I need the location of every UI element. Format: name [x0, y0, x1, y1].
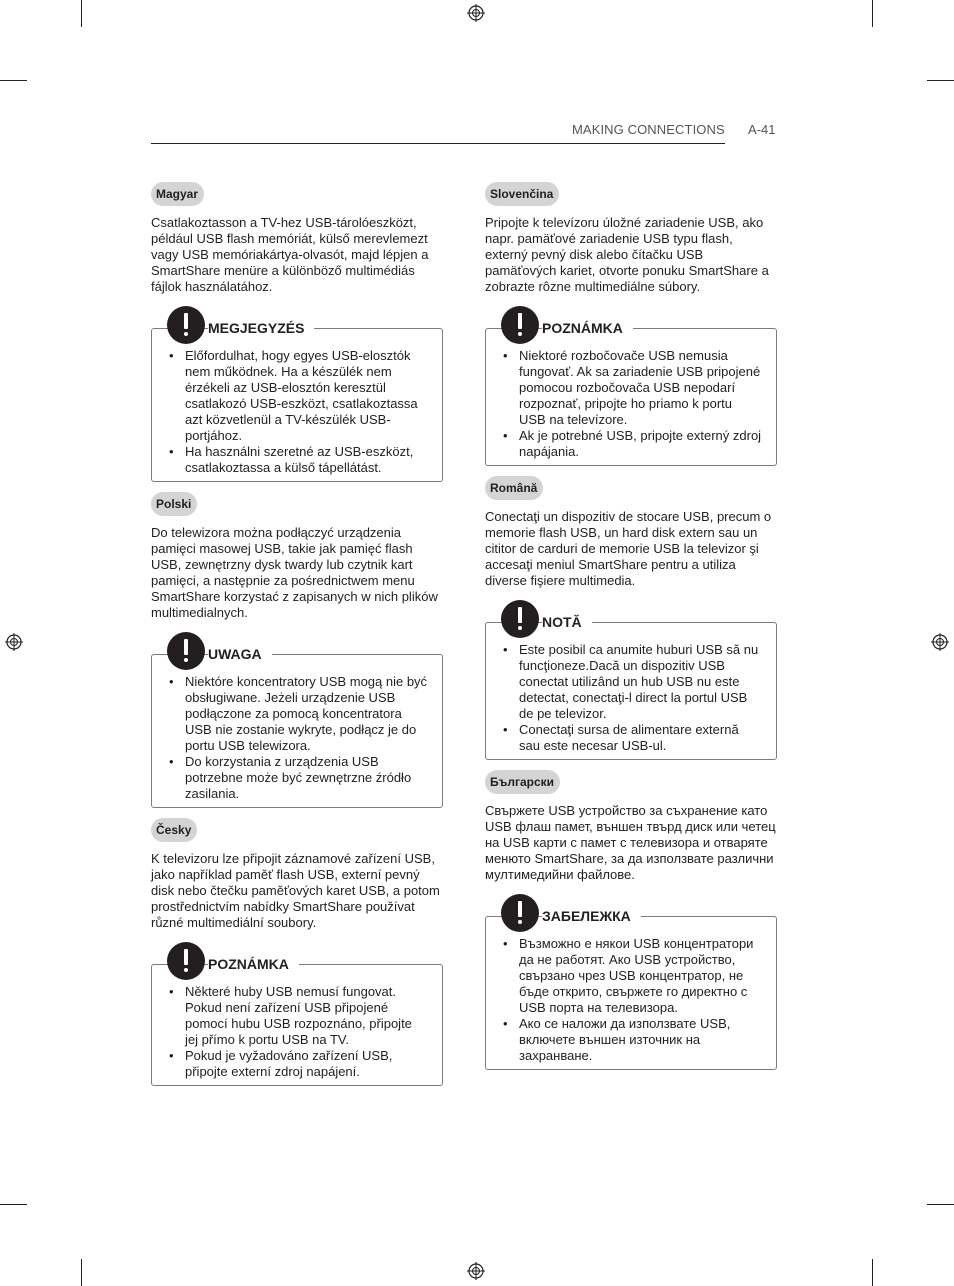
section-text: Do telewizora można podłączyć urządzenia pamięci masowej USB, takie jak pamięć flash USB, zewnętrzny dysk twardy lub czytnik kart pamięci, a następnie za pośrednictwem menu SmartShare korzystać z zapisanych w nich plików multimedialnych.	[151, 525, 438, 620]
section-balgarski	[485, 770, 777, 1070]
note-title: MEGJEGYZÉS	[208, 319, 314, 337]
registration-mark-icon	[467, 1262, 485, 1280]
section-text: Conectaţi un dispozitiv de stocare USB, precum o memorie flash USB, un hard disk extern sau un cititor de carduri de memorie USB la televizor şi accesaţi meniul SmartShare pentru a utiliza diverse fişiere multimedia.	[485, 509, 772, 588]
note-title: NOTĂ	[542, 613, 592, 631]
language-label: Български	[485, 770, 560, 794]
language-label: Slovenčina	[485, 182, 559, 206]
crop-mark	[81, 0, 82, 27]
note-bullet: • Conectaţi sursa de alimentare externă sau este necesar USB-ul.	[503, 722, 762, 754]
crop-mark	[0, 1204, 27, 1205]
section-slovencina	[485, 182, 777, 466]
section-polski	[151, 492, 443, 808]
section-magyar	[151, 182, 443, 482]
note-bullet: • Ако се наложи да използвате USB, включете външен източник на захранване.	[503, 1016, 762, 1064]
note-box	[485, 320, 777, 466]
section-text: Pripojte k televízoru úložné zariadenie USB, ako napr. pamäťové zariadenie USB typu flash, externý pevný disk alebo čítačku USB pamäťových kariet, otvorte ponuku SmartShare a zobrazte rôzne multimediálne súbory.	[485, 215, 769, 294]
language-label: Română	[485, 476, 543, 500]
note-box	[485, 614, 777, 760]
section-title: MAKING CONNECTIONS	[572, 122, 725, 137]
section-cesky	[151, 818, 443, 1086]
note-box	[151, 956, 443, 1086]
crop-mark	[872, 1259, 873, 1286]
language-label: Polski	[151, 492, 197, 516]
note-title: ЗАБЕЛЕЖКА	[542, 907, 641, 925]
warning-icon	[167, 306, 205, 344]
note-bullet: • Възможно е някои USB концентратори да не работят. Ако USB устройство, свързано чрез USB концентратор, не бъде открито, свържете го директно с USB порта на телевизора.	[503, 936, 762, 1016]
note-bullet: • Do korzystania z urządzenia USB potrzebne może być zewnętrzne źródło zasilania.	[169, 754, 428, 802]
note-bullet: • Előfordulhat, hogy egyes USB-elosztók nem működnek. Ha a készülék nem érzékeli az USB-elosztón keresztül csatlakozó USB-eszközt, csatlakoztassa azt közvetlenül a TV-készülék USB-portjához.	[169, 348, 428, 444]
note-title: UWAGA	[208, 645, 272, 663]
crop-mark	[872, 0, 873, 27]
section-romana	[485, 476, 777, 760]
crop-mark	[81, 1259, 82, 1286]
header-divider	[151, 143, 725, 144]
note-title: POZNÁMKA	[542, 319, 633, 337]
note-bullet: • Niektóre koncentratory USB mogą nie być obsługiwane. Jeżeli urządzenie USB podłączone za pomocą koncentratora USB nie zostanie wykryte, podłącz je do portu USB telewizora.	[169, 674, 428, 754]
language-label: Magyar	[151, 182, 204, 206]
warning-icon	[167, 942, 205, 980]
page-number: A-41	[748, 122, 776, 137]
section-text: Csatlakoztasson a TV-hez USB-tárolóeszközt, például USB flash memóriát, külső merevlemezt vagy USB memóriakártya-olvasót, majd lépjen a SmartShare menüre a különböző multimédiás fájlok használatához.	[151, 215, 429, 294]
note-box	[151, 646, 443, 808]
section-text: K televizoru lze připojit záznamové zařízení USB, jako například paměť flash USB, externí pevný disk nebo čtečku paměťových karet USB, a potom prostřednictvím nabídky SmartShare používat různé multimediální soubory.	[151, 851, 440, 930]
note-title: POZNÁMKA	[208, 955, 299, 973]
warning-icon	[501, 600, 539, 638]
note-bullet: • Některé huby USB nemusí fungovat. Pokud není zařízení USB připojené pomocí hubu USB rozpoznáno, připojte jej přímo k portu USB na TV.	[169, 984, 428, 1048]
note-box	[485, 908, 777, 1070]
note-bullet: • Pokud je vyžadováno zařízení USB, připojte externí zdroj napájení.	[169, 1048, 428, 1080]
crop-mark	[927, 80, 954, 81]
note-bullet: • Ha használni szeretné az USB-eszközt, csatlakoztassa a külső tápellátást.	[169, 444, 428, 476]
note-bullet: • Este posibil ca anumite huburi USB să nu funcţioneze.Dacă un dispozitiv USB conectat utilizând un hub USB nu este detectat, conectaţi-l direct la portul USB de pe televizor.	[503, 642, 762, 722]
section-text: Свържете USB устройство за съхранение като USB флаш памет, външен твърд диск или четец на USB карти с памет с телевизора и отваряте менюто SmartShare, за да използвате различни мултимедийни файлове.	[485, 803, 776, 882]
note-bullet: • Niektoré rozbočovače USB nemusia fungovať. Ak sa zariadenie USB pripojené pomocou rozbočovača USB nepodarí rozpoznať, pripojte ho priamo k portu USB na televízore.	[503, 348, 762, 428]
registration-mark-icon	[5, 633, 23, 651]
note-box	[151, 320, 443, 482]
crop-mark	[0, 80, 27, 81]
warning-icon	[501, 306, 539, 344]
language-label: Česky	[151, 818, 197, 842]
crop-mark	[927, 1204, 954, 1205]
registration-mark-icon	[931, 633, 949, 651]
warning-icon	[167, 632, 205, 670]
warning-icon	[501, 894, 539, 932]
registration-mark-icon	[467, 4, 485, 22]
note-bullet: • Ak je potrebné USB, pripojte externý zdroj napájania.	[503, 428, 762, 460]
